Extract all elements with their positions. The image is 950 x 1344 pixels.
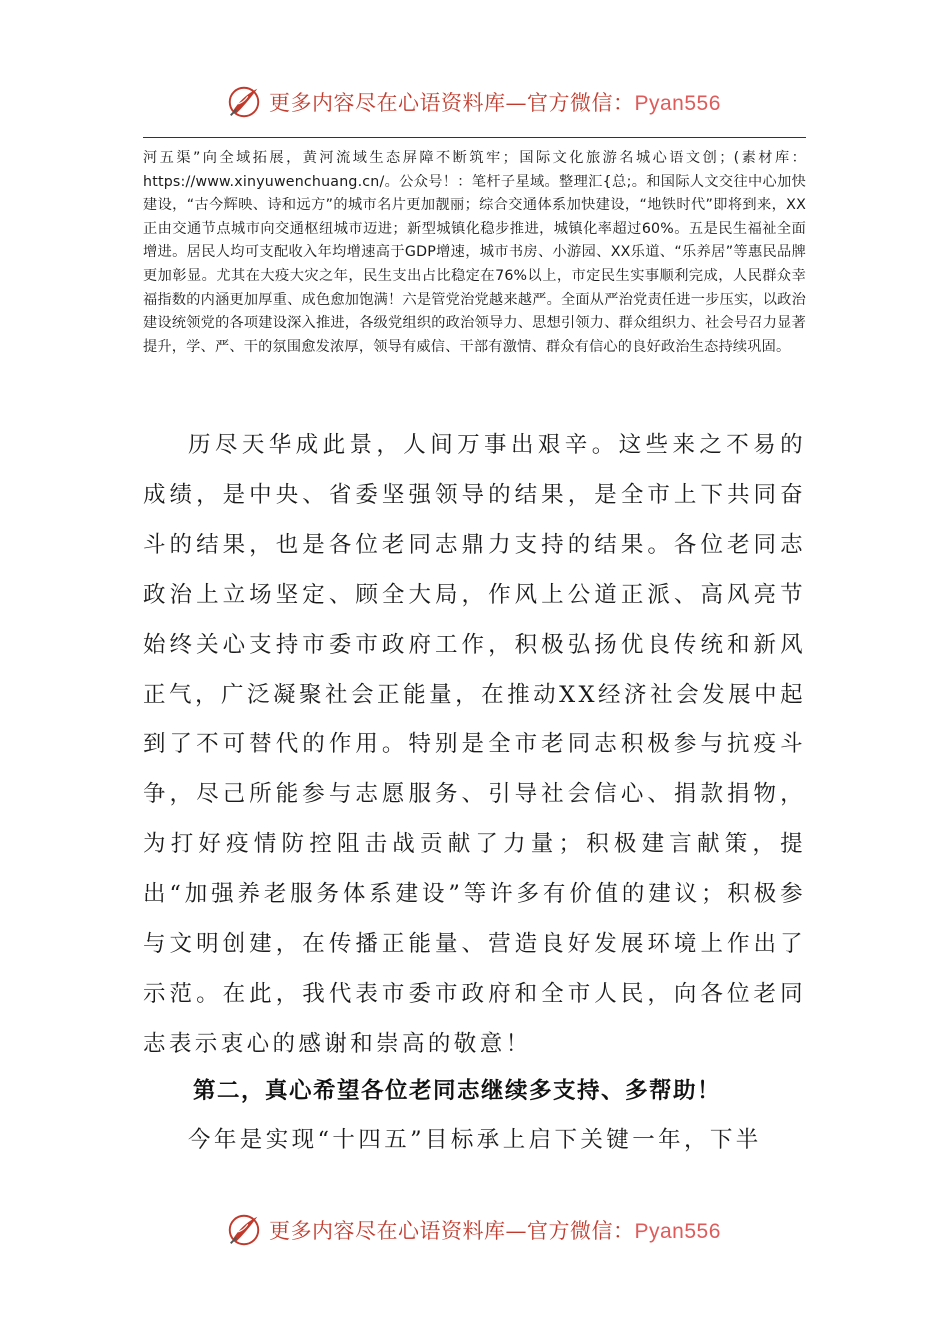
footer-brand-text: 更多内容尽在心语资料库—官方微信：: [269, 1219, 635, 1243]
footer-wechat-id: Pyan556: [634, 1220, 721, 1243]
body-paragraph-2: 今年是实现“十四五”目标承上启下关键一年，下半: [188, 1127, 762, 1153]
pen-logo-icon: [225, 1211, 263, 1249]
section-heading: 第二，真心希望各位老同志继续多支持、多帮助！: [193, 1078, 722, 1104]
small-paragraph: 河五渠”向全域拓展，黄河流域生态屏障不断筑牢；国际文化旅游名城心语文创；(素材库：https://www.xinyuwenchuang.cn/。公众号！：笔杆子星域。整理汇{总;。和国际人文交往中心加快建设，“古今辉映、诗和远方”的城市名片更加靓丽；综合交通体系加快建设，“地铁时代”即将到来，XX正由交通节点城市向交通枢纽城市迈进；新型城镇化稳步推进，城镇化率超过60%。五是民生福祉全面增进。居民人均可支配收入年均增速高于GDP增速，城市书房、小游园、XX乐道、“乐养居”等惠民品牌更加彰显。尤其在大疫大灾之年，民生支出占比稳定在76%以上，市定民生实事顺利完成，人民群众幸福指数的内涵更加厚重、成色愈加饱满！六是管党治党越来越严。全面从严治党责任进一步压实，以政治建设统领党的各项建设深入推进，各级党组织的政治领导力、思想引领力、群众组织力、社会号召力显著提升，学、严、干的氛围愈发浓厚，领导有威信、干部有激情、群众有信心的良好政治生态持续巩固。: [143, 150, 806, 355]
header-brand-text: 更多内容尽在心语资料库—官方微信：: [269, 91, 635, 115]
footer-banner-text: [269, 1215, 721, 1245]
footer-banner: [225, 1208, 725, 1252]
header-banner: [225, 80, 725, 124]
header-wechat-id: Pyan556: [634, 92, 721, 115]
header-banner-text: [269, 87, 721, 117]
header-divider: [143, 137, 806, 138]
body-paragraph-1: 历尽天华成此景，人间万事出艰辛。这些来之不易的成绩，是中央、省委坚强领导的结果，是全市上下共同奋斗的结果，也是各位老同志鼎力支持的结果。各位老同志政治上立场坚定、顾全大局，作风上公道正派、高风亮节始终关心支持市委市政府工作，积极弘扬优良传统和新风正气，广泛凝聚社会正能量，在推动XX经济社会发展中起到了不可替代的作用。特别是全市老同志积极参与抗疫斗争，尽己所能参与志愿服务、引导社会信心、捐款捐物，为打好疫情防控阻击战贡献了力量；积极建言献策，提出“加强养老服务体系建设”等许多有价值的建议；积极参与文明创建，在传播正能量、营造良好发展环境上作出了示范。在此，我代表市委市政府和全市人民，向各位老同志表示衷心的感谢和崇高的敬意！: [143, 432, 806, 1057]
pen-logo-icon: [225, 83, 263, 121]
